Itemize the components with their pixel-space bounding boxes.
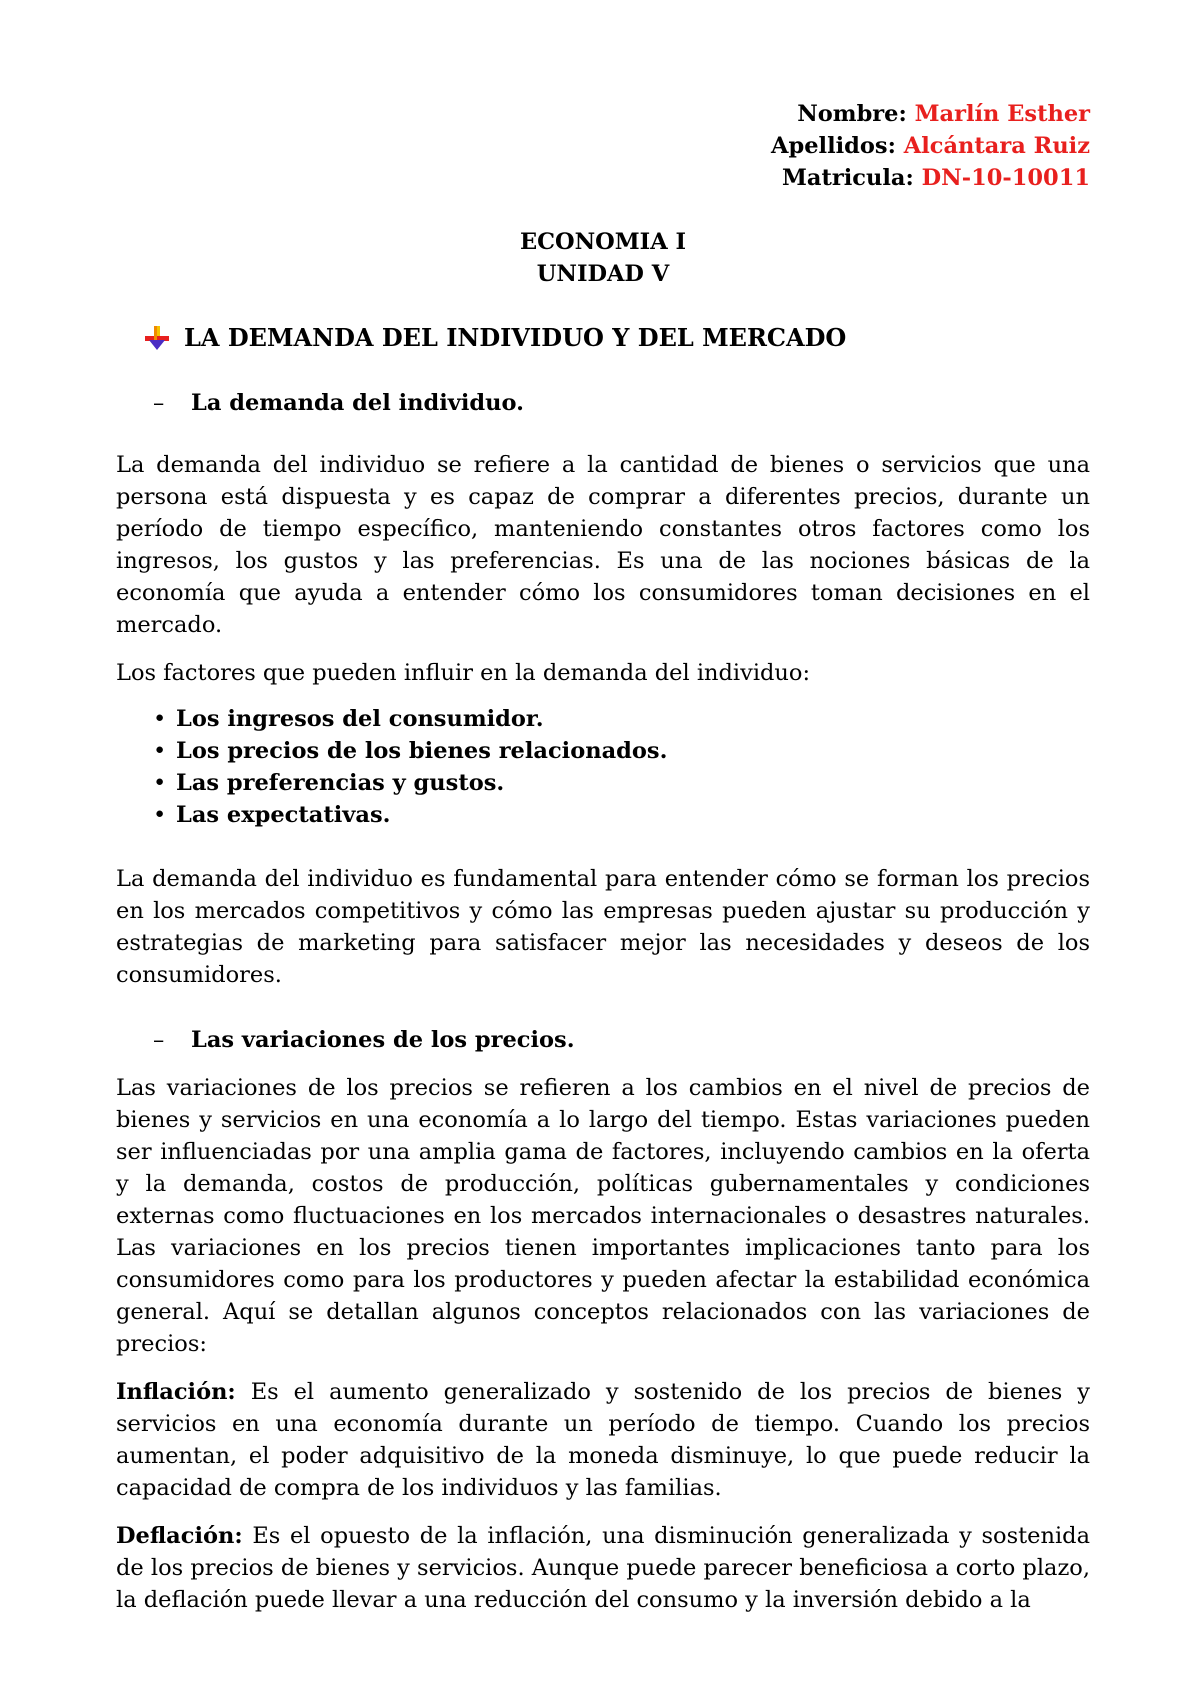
subheading-demanda-individuo <box>116 387 1090 419</box>
paragraph-inflacion <box>116 1376 1090 1504</box>
nombre-label: Nombre: <box>797 101 907 127</box>
title-unit: UNIDAD V <box>536 261 670 287</box>
subheading-variaciones-precios <box>116 1024 1090 1056</box>
deflacion-text: Es el opuesto de la inflación, una disminución generalizada y sostenida de los precios de bienes y servicios. Aunque puede parecer beneficiosa a corto plazo, la deflación puede llevar a una reducción del consumo y la inversión debido a la <box>116 1523 1090 1613</box>
section-heading <box>116 322 1090 354</box>
paragraph-demanda-definicion: La demanda del individuo se refiere a la cantidad de bienes o servicios que una persona está dispuesta y es capaz de comprar a diferentes precios, durante un período de tiempo específico, manteniendo constantes otros factores como los ingresos, los gustos y las preferencias. Es una de las nociones básicas de la economía que ayuda a entender cómo los consumidores toman decisiones en el mercado. <box>116 452 1090 638</box>
matricula-label: Matricula: <box>782 165 914 191</box>
nombre-line <box>116 98 1090 130</box>
subheading-text: Las variaciones de los precios. <box>191 1027 575 1053</box>
term-inflacion: Inflación: <box>116 1379 236 1405</box>
arrow-down-icon <box>144 325 170 351</box>
list-item <box>116 735 1090 767</box>
list-item-text: Las preferencias y gustos. <box>176 770 505 796</box>
paragraph-demanda-importancia: La demanda del individuo es fundamental para entender cómo se forman los precios en los mercados competitivos y cómo las empresas pueden ajustar su producción y estrategias de marketing para satisfacer mejor las necesidades y deseos de los consumidores. <box>116 866 1090 988</box>
nombre-value: Marlín Esther <box>914 101 1090 127</box>
list-item-text: Los precios de los bienes relacionados. <box>176 738 668 764</box>
paragraph-variaciones-definicion: Las variaciones de los precios se refieren a los cambios en el nivel de precios de bienes y servicios en una economía a lo largo del tiempo. Estas variaciones pueden ser influenciadas por una amplia gama de factores, incluyendo cambios en la oferta y la demanda, costos de producción, políticas gubernamentales y condiciones externas como fluctuaciones en los mercados internacionales o desastres naturales. Las variaciones en los precios tienen importantes implicaciones tanto para los consumidores como para los productores y pueden afectar la estabilidad económica general. Aquí se detallan algunos conceptos relacionados con las variaciones de precios: <box>116 1075 1090 1357</box>
list-item <box>116 767 1090 799</box>
subheading-text: La demanda del individuo. <box>191 390 524 416</box>
dash-marker: – <box>153 1027 165 1053</box>
matricula-line <box>116 162 1090 194</box>
paragraph-deflacion <box>116 1520 1090 1616</box>
apellidos-line <box>116 130 1090 162</box>
apellidos-label: Apellidos: <box>771 133 896 159</box>
factores-list <box>116 703 1090 831</box>
bullet-icon: • <box>153 706 167 732</box>
list-item <box>116 799 1090 831</box>
matricula-value: DN-10-10011 <box>921 165 1090 191</box>
term-deflacion: Deflación: <box>116 1523 243 1549</box>
bullet-icon: • <box>153 770 167 796</box>
list-item-text: Los ingresos del consumidor. <box>176 706 544 732</box>
inflacion-text: Es el aumento generalizado y sostenido de los precios de bienes y servicios en una economía durante un período de tiempo. Cuando los precios aumentan, el poder adquisitivo de la moneda disminuye, lo que puede reducir la capacidad de compra de los individuos y las familias. <box>116 1379 1090 1501</box>
list-item <box>116 703 1090 735</box>
section-heading-text: LA DEMANDA DEL INDIVIDUO Y DEL MERCADO <box>184 323 847 352</box>
bullet-icon: • <box>153 802 167 828</box>
document-content <box>116 98 1090 1616</box>
student-info <box>116 98 1090 194</box>
document-title <box>116 226 1090 290</box>
title-course: ECONOMIA I <box>519 229 687 255</box>
apellidos-value: Alcántara Ruiz <box>903 133 1090 159</box>
list-item-text: Las expectativas. <box>176 802 391 828</box>
bullet-icon: • <box>153 738 167 764</box>
paragraph-factores-intro: Los factores que pueden influir en la demanda del individuo: <box>116 660 811 686</box>
dash-marker: – <box>153 390 165 416</box>
